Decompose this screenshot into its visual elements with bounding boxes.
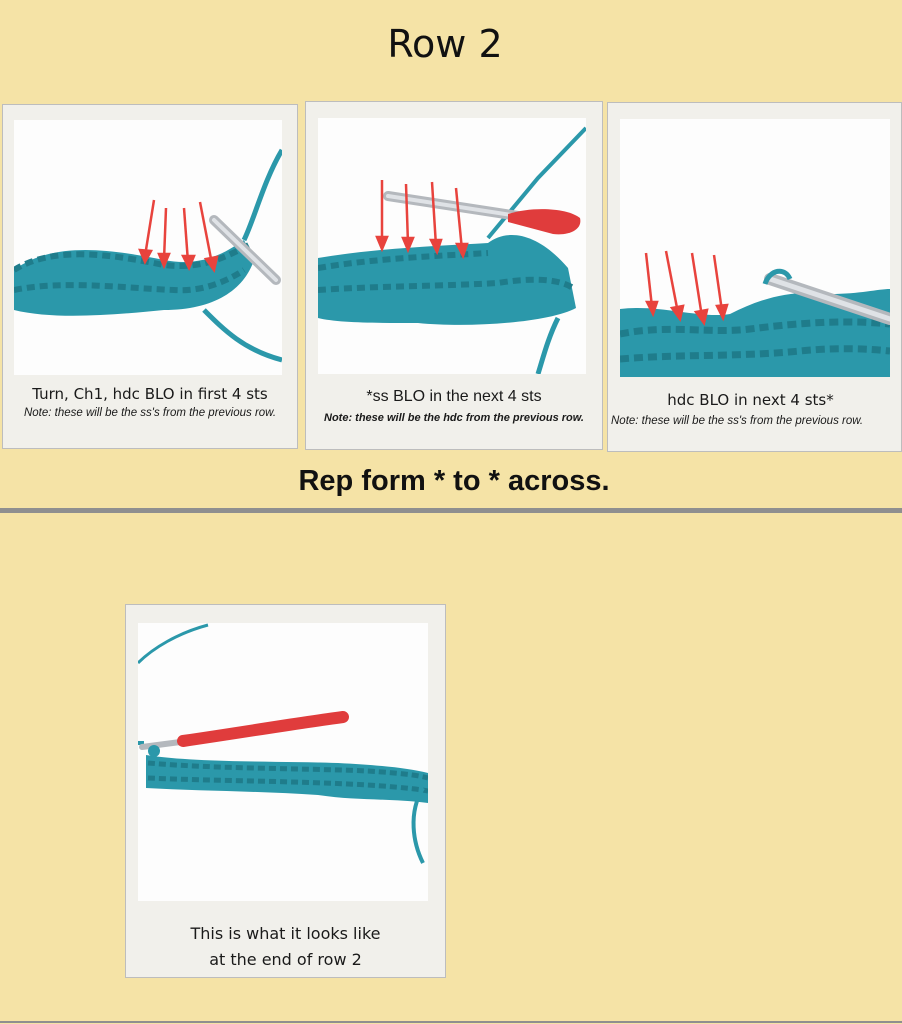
step-card-1 <box>2 104 298 449</box>
step-card-2 <box>305 101 603 450</box>
step-3-note: Note: these will be the ss's from the previous row. <box>611 415 864 427</box>
repeat-instruction: Rep form * to * across. <box>298 465 610 497</box>
bottom-divider <box>0 1021 902 1023</box>
page-title: Row 2 <box>387 22 503 66</box>
result-card <box>125 604 446 978</box>
step-1-photo <box>14 120 282 375</box>
step-card-3 <box>607 102 902 452</box>
step-2-photo <box>318 118 586 374</box>
step-3-caption: hdc BLO in next 4 sts* <box>667 391 834 409</box>
result-caption-line-1: This is what it looks like <box>190 924 381 943</box>
step-2-note: Note: these will be the hdc from the previous row. <box>324 412 584 424</box>
result-photo <box>138 623 428 901</box>
step-3-photo <box>620 119 890 377</box>
step-1-caption: Turn, Ch1, hdc BLO in first 4 sts <box>32 385 268 403</box>
step-1-note: Note: these will be the ss's from the previous row. <box>23 407 277 419</box>
step-2-caption: *ss BLO in the next 4 sts <box>366 388 542 405</box>
result-caption-line-2: at the end of row 2 <box>209 950 362 969</box>
section-divider <box>0 508 902 513</box>
